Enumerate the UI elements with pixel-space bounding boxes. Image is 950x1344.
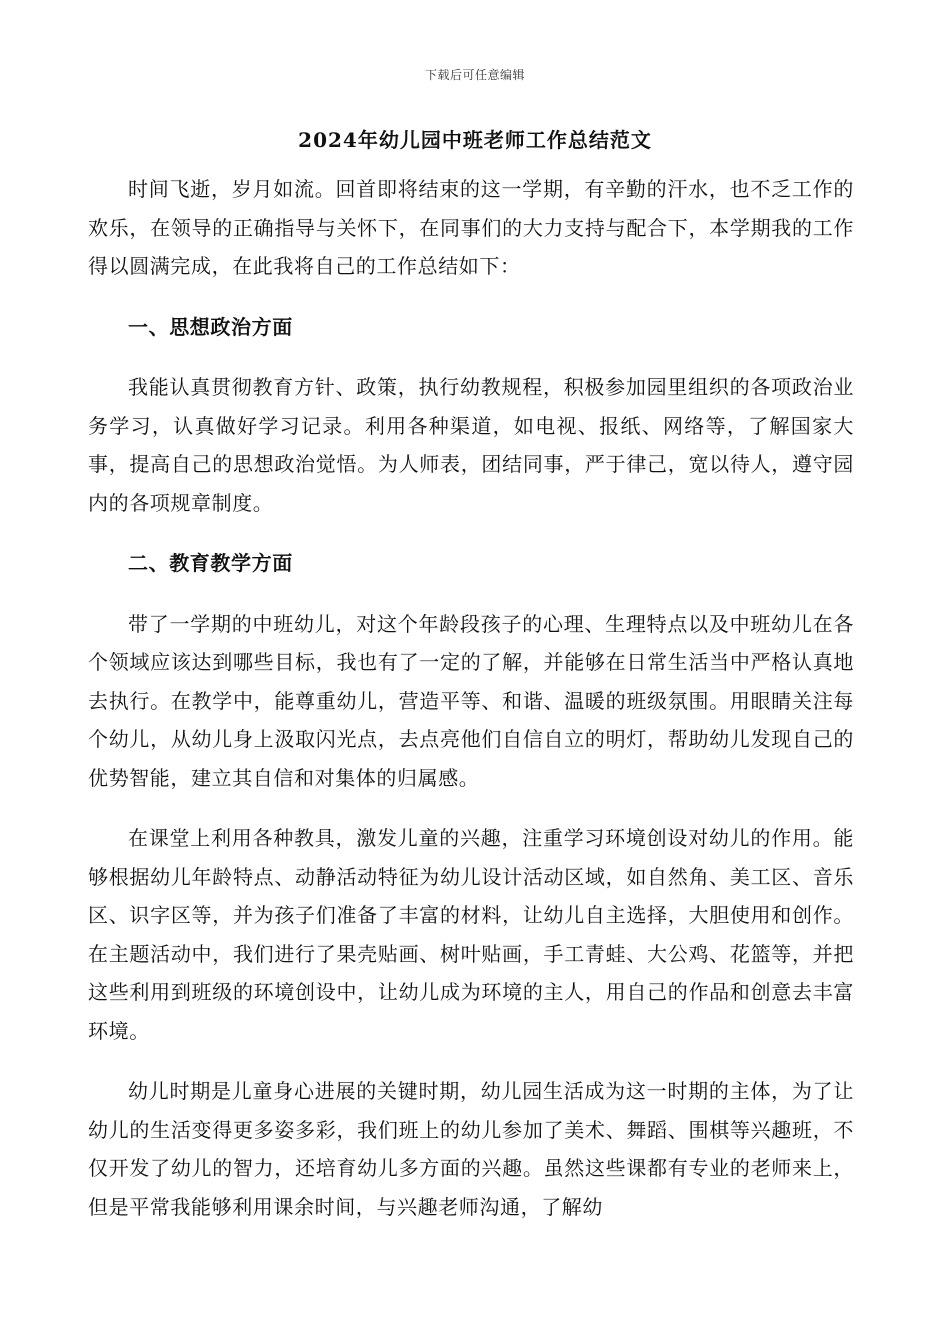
teaching-paragraph-1: 带了一学期的中班幼儿，对这个年龄段孩子的心理、生理特点以及中班幼儿在各个领域应该达到哪些目标，我也有了一定的了解，并能够在日常生活当中严格认真地去执行。在教学中，能尊重幼儿，营造平等、和谐、温暖的班级氛围。用眼睛关注每个幼儿，从幼儿身上汲取闪光点，去点亮他们自信自立的明灯，帮助幼儿发现自己的优势智能，建立其自信和对集体的归属感。 bbox=[88, 611, 854, 790]
section-heading-political: 一、思想政治方面 bbox=[128, 314, 293, 339]
intro-paragraph: 时间飞逝，岁月如流。回首即将结束的这一学期，有辛勤的汗水，也不乏工作的欢乐，在领导的正确指导与关怀下，在同事们的大力支持与配合下，本学期我的工作得以圆满完成，在此我将自己的工作总结如下： bbox=[88, 177, 854, 278]
page-title: 2024年幼儿园中班老师工作总结范文 bbox=[298, 128, 652, 152]
teaching-paragraph-2: 在课堂上利用各种教具，激发儿童的兴趣，注重学习环境创设对幼儿的作用。能够根据幼儿年龄特点、动静活动特征为幼儿设计活动区域，如自然角、美工区、音乐区、识字区等，并为孩子们准备了丰富的材料，让幼儿自主选择，大胆使用和创作。在主题活动中，我们进行了果壳贴画、树叶贴画，手工青蛙、大公鸡、花篮等，并把这些利用到班级的环境创设中，让幼儿成为环境的主人，用自己的作品和创意去丰富环境。 bbox=[88, 826, 854, 1043]
teaching-paragraph-3: 幼儿时期是儿童身心进展的关键时期，幼儿园生活成为这一时期的主体，为了让幼儿的生活变得更多姿多彩，我们班上的幼儿参加了美术、舞蹈、围棋等兴趣班，不仅开发了幼儿的智力，还培育幼儿多方面的兴趣。虽然这些课都有专业的老师来上，但是平常我能够利用课余时间，与兴趣老师沟通，了解幼 bbox=[88, 1079, 854, 1219]
political-paragraph: 我能认真贯彻教育方针、政策，执行幼教规程，积极参加园里组织的各项政治业务学习，认真做好学习记录。利用各种渠道，如电视、报纸、网络等，了解国家大事，提高自己的思想政治觉悟。为人师表，团结同事，严于律己，宽以待人，遵守园内的各项规章制度。 bbox=[88, 375, 854, 515]
document-body bbox=[88, 170, 854, 1248]
header-note: 下载后可任意编辑 bbox=[424, 68, 525, 82]
section-heading-teaching: 二、教育教学方面 bbox=[128, 551, 293, 575]
